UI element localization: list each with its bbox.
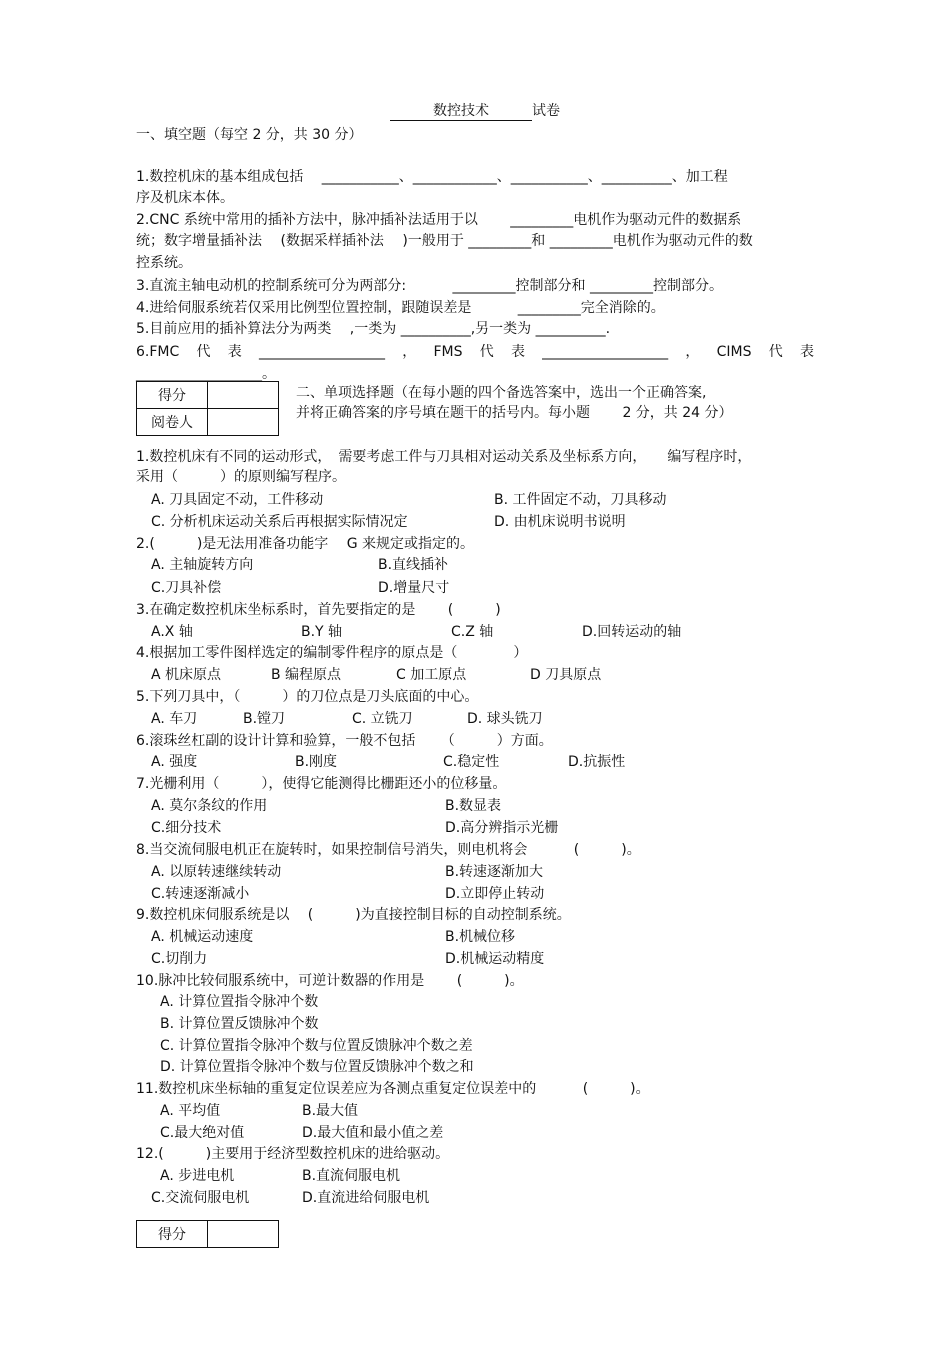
question-1-stem-cont: 采用（ ）的原则编写程序。 [136, 469, 346, 485]
score-table-1 [136, 381, 279, 436]
question-10-stem: 10.脉冲比较伺服系统中，可逆计数器的作用是 ( )。 [136, 973, 524, 989]
question-12-option-b[interactable]: B.直流伺服电机 [302, 1168, 401, 1184]
question-1-option-c[interactable]: C. 分析机床运动关系后再根据实际情况定 [151, 514, 408, 530]
question-10-option-a[interactable]: A. 计算位置指令脉冲个数 [160, 994, 319, 1010]
title-suffix: 试卷 [532, 103, 560, 119]
question-9-option-c[interactable]: C.切削力 [151, 951, 208, 967]
question-6-option-b[interactable]: B.刚度 [295, 754, 338, 770]
question-8-option-c[interactable]: C.转速逐渐减小 [151, 886, 250, 902]
question-5-option-c[interactable]: C. 立铣刀 [352, 711, 413, 727]
fill-line-8: 5.目前应用的插补算法分为两类 ,一类为 __________,另一类为 __________. [136, 321, 611, 337]
question-1-option-a[interactable]: A. 刀具固定不动，工件移动 [151, 492, 324, 508]
fill-line-3: 2.CNC 系统中常用的插补方法中，脉冲插补法适用于以 _________电机作为驱动元件的数据系 [136, 212, 742, 228]
question-4-option-b[interactable]: B 编程原点 [271, 667, 342, 683]
fill-line-9-part: ， [685, 344, 700, 360]
question-4-option-c[interactable]: C 加工原点 [396, 667, 467, 683]
question-2-option-b[interactable]: B.直线插补 [378, 557, 449, 573]
question-3-option-c[interactable]: C.Z 轴 [451, 624, 494, 640]
section2-heading-line2: 并将正确答案的序号填在题干的括号内。每小题 2 分，共 24 分） [296, 405, 733, 421]
title-course-name: 数控技术 [390, 100, 532, 121]
fill-line-6: 3.直流主轴电动机的控制系统可分为两部分: _________控制部分和 _________控制部分。 [136, 278, 723, 294]
fill-line-9-part: 表 [227, 344, 242, 360]
question-7-stem: 7.光栅利用（ ），使得它能测得比栅距还小的位移量。 [136, 776, 507, 792]
question-2-stem: 2.( )是无法用准备功能字 G 来规定或指定的。 [136, 536, 475, 552]
question-6-option-a[interactable]: A. 强度 [151, 754, 198, 770]
fill-line-9-part: ， [402, 344, 417, 360]
question-10-option-d[interactable]: D. 计算位置指令脉冲个数与位置反馈脉冲个数之和 [160, 1059, 474, 1075]
question-5-option-d[interactable]: D. 球头铣刀 [467, 711, 543, 727]
question-12-option-c[interactable]: C.交流伺服电机 [151, 1190, 250, 1206]
question-1-option-d[interactable]: D. 由机床说明书说明 [494, 514, 626, 530]
question-3-option-b[interactable]: B.Y 轴 [301, 624, 343, 640]
fill-line-4: 统；数字增量插补法 (数据采样插补法 )一般用于 _________和 _________电机作为驱动元件的数 [136, 233, 753, 249]
question-7-option-a[interactable]: A. 莫尔条纹的作用 [151, 798, 268, 814]
question-7-option-d[interactable]: D.高分辨指示光栅 [445, 820, 559, 836]
question-3-option-a[interactable]: A.X 轴 [151, 624, 193, 640]
fill-line-5: 控系统。 [136, 255, 192, 271]
question-5-option-b[interactable]: B.镗刀 [243, 711, 286, 727]
question-2-option-d[interactable]: D.增量尺寸 [378, 580, 450, 596]
question-10-option-b[interactable]: B. 计算位置反馈脉冲个数 [160, 1016, 319, 1032]
question-12-option-a[interactable]: A. 步进电机 [160, 1168, 235, 1184]
score-input-cell[interactable] [208, 382, 279, 409]
question-6-option-d[interactable]: D.抗振性 [568, 754, 626, 770]
reviewer-label: 阅卷人 [137, 409, 208, 436]
question-9-stem: 9.数控机床伺服系统是以 ( )为直接控制目标的自动控制系统。 [136, 907, 571, 923]
fill-line-9-part: __________________ [542, 344, 669, 360]
question-1-option-b[interactable]: B. 工件固定不动，刀具移动 [494, 492, 667, 508]
question-3-option-d[interactable]: D.回转运动的轴 [582, 624, 682, 640]
reviewer-input-cell[interactable] [208, 409, 279, 436]
question-2-option-a[interactable]: A. 主轴旋转方向 [151, 557, 254, 573]
score-input-cell[interactable] [208, 1221, 279, 1248]
question-6-stem: 6.滚珠丝杠副的设计计算和验算，一般不包括 （ ）方面。 [136, 733, 553, 749]
fill-line-10: __________________。 [136, 366, 276, 382]
question-1-stem: 1.数控机床有不同的运动形式， 需要考虑工件与刀具相对运动关系及坐标系方向， 编写程序时， [136, 449, 752, 465]
question-4-option-d[interactable]: D 刀具原点 [530, 667, 602, 683]
question-9-option-a[interactable]: A. 机械运动速度 [151, 929, 254, 945]
question-7-option-b[interactable]: B.数显表 [445, 798, 502, 814]
fill-line-9-part: FMS [433, 344, 463, 360]
question-5-stem: 5.下列刀具中，（ ）的刀位点是刀头底面的中心。 [136, 689, 479, 705]
fill-line-9-part: 表 [799, 344, 814, 360]
fill-line-9 [136, 342, 814, 362]
question-8-option-b[interactable]: B.转速逐渐加大 [445, 864, 544, 880]
question-9-option-b[interactable]: B.机械位移 [445, 929, 516, 945]
exam-title [0, 100, 950, 121]
question-11-option-d[interactable]: D.最大值和最小值之差 [302, 1125, 444, 1141]
question-3-stem: 3.在确定数控机床坐标系时，首先要指定的是 ( ) [136, 602, 501, 618]
question-6-option-c[interactable]: C.稳定性 [443, 754, 500, 770]
question-4-option-a[interactable]: A 机床原点 [151, 667, 222, 683]
question-8-option-a[interactable]: A. 以原转速继续转动 [151, 864, 282, 880]
question-4-stem: 4.根据加工零件图样选定的编制零件程序的原点是（ ） [136, 645, 528, 661]
question-12-stem: 12.( )主要用于经济型数控机床的进给驱动。 [136, 1146, 450, 1162]
fill-line-9-part: CIMS [716, 344, 752, 360]
question-11-option-c[interactable]: C.最大绝对值 [160, 1125, 245, 1141]
fill-line-9-part: 代 [196, 344, 211, 360]
question-2-option-c[interactable]: C.刀具补偿 [151, 580, 222, 596]
question-9-option-d[interactable]: D.机械运动精度 [445, 951, 545, 967]
section2-heading-line1: 二、单项选择题（在每小题的四个备选答案中，选出一个正确答案, [296, 385, 707, 401]
question-11-option-b[interactable]: B.最大值 [302, 1103, 359, 1119]
question-11-stem: 11.数控机床坐标轴的重复定位误差应为各测点重复定位误差中的 ( )。 [136, 1081, 650, 1097]
question-7-option-c[interactable]: C.细分技术 [151, 820, 222, 836]
question-11-option-a[interactable]: A. 平均值 [160, 1103, 221, 1119]
question-10-option-c[interactable]: C. 计算位置指令脉冲个数与位置反馈脉冲个数之差 [160, 1038, 473, 1054]
fill-line-9-part: 6.FMC [136, 344, 180, 360]
score-table-2 [136, 1220, 279, 1248]
fill-line-9-part: 代 [479, 344, 494, 360]
question-8-stem: 8.当交流伺服电机正在旋转时，如果控制信号消失，则电机将会 ( )。 [136, 842, 641, 858]
fill-line-9-part: __________________ [258, 344, 385, 360]
score-label: 得分 [137, 1221, 208, 1248]
fill-line-1: 1.数控机床的基本组成包括 ___________、____________、___________、__________、加工程 [136, 169, 728, 185]
fill-line-9-part: 表 [510, 344, 525, 360]
question-5-option-a[interactable]: A. 车刀 [151, 711, 198, 727]
fill-line-9-part: 代 [768, 344, 783, 360]
score-label: 得分 [137, 382, 208, 409]
question-12-option-d[interactable]: D.直流进给伺服电机 [302, 1190, 430, 1206]
fill-line-2: 序及机床本体。 [136, 190, 234, 206]
fill-line-7: 4.进给伺服系统若仅采用比例型位置控制，跟随误差是 _________完全消除的。 [136, 300, 665, 316]
section1-heading: 一、填空题（每空 2 分，共 30 分） [136, 127, 363, 143]
question-8-option-d[interactable]: D.立即停止转动 [445, 886, 545, 902]
